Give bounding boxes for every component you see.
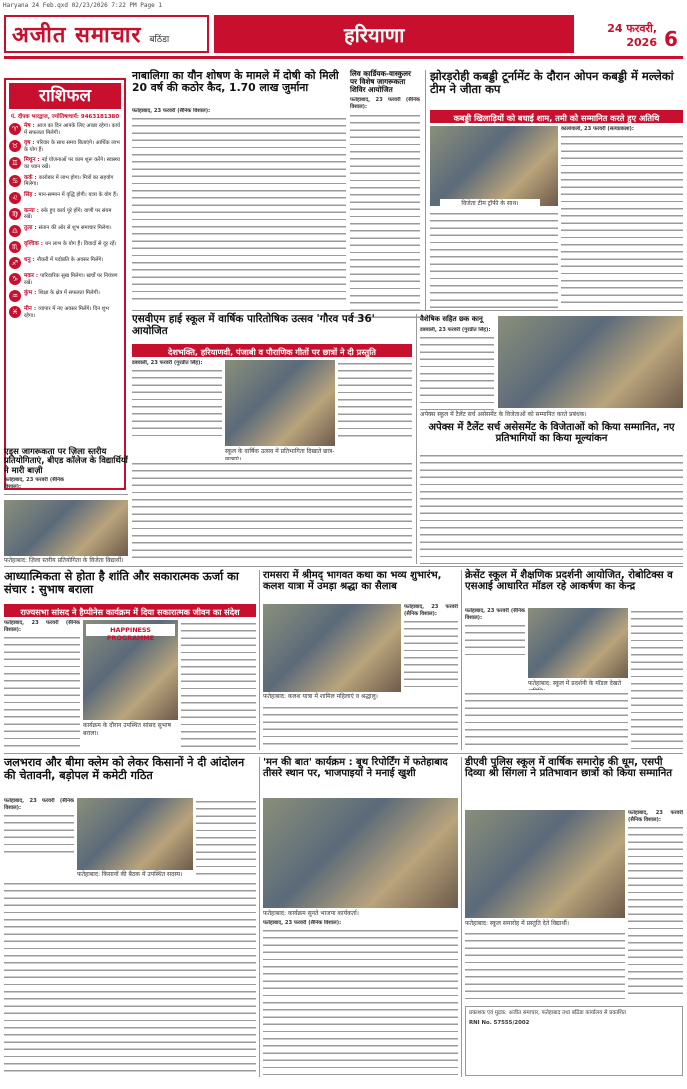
- story-headline: लिव कार्डियक-वास्कुलर पर विशेष जागरूकता शिविर आयोजित: [350, 69, 411, 95]
- zodiac-icon: ♑: [9, 273, 21, 285]
- aids-awareness-photo: [4, 500, 128, 556]
- body-text: [430, 210, 558, 309]
- body-text: [4, 812, 74, 858]
- story-12: [465, 757, 683, 780]
- section-rule: [4, 566, 683, 567]
- kabaddi-team-photo: [430, 126, 558, 206]
- body-text: [338, 360, 412, 440]
- dateline: फतेहाबाद, 23 फरवरी (सैनिक विशाल):: [350, 97, 420, 111]
- story-8: [263, 570, 458, 592]
- body-text: [404, 618, 458, 692]
- farmers-meeting-photo: [77, 798, 193, 870]
- rashifal-entry: [24, 140, 121, 153]
- rashifal-entry: [24, 225, 112, 232]
- photo-caption: फतेहाबाद: कार्यक्रम सुनते भाजपा कार्यकर्ता।: [263, 909, 458, 917]
- story-4-body-a: [132, 360, 222, 440]
- rashifal-entry: [24, 257, 103, 264]
- dateline: फतेहाबाद, 23 फरवरी (सैनिक विशाल):: [404, 604, 458, 618]
- story-headline: झोरड़रोही कबड्डी टूर्नामेंट के दौरान ओपन कबड्डी में मल्लेकां टीम ने जीता कप: [430, 69, 674, 96]
- photo-caption: अपेक्स स्कूल में टैलेंट सर्च असेसमेंट के विजेताओं को सम्मानित करते प्रबंधक।: [420, 410, 683, 418]
- story-4: [132, 314, 412, 337]
- zodiac-icon: ♐: [9, 257, 21, 269]
- body-text: [628, 824, 683, 1000]
- zodiac-prediction: आज का दिन आपके लिए अच्छा रहेगा। कार्य में सफलता मिलेगी।: [24, 123, 121, 136]
- zodiac-name: कुंभ :: [24, 290, 37, 297]
- column-rule: [461, 570, 462, 750]
- story-8-body-b: [263, 704, 458, 750]
- story-7-body-a: [4, 620, 80, 750]
- section-rule: [4, 753, 683, 754]
- dateline: फतेहाबाद, 23 फरवरी (सैनिक विशाल):: [4, 477, 64, 491]
- story-headline: आध्यात्मिकता से होता है शांति और सकारात्मक ऊर्जा का संचार : सुभाष बराला: [4, 569, 239, 596]
- photo-caption: फतेहाबाद: ज़िला स्तरीय प्रतियोगिता के विजेता विद्यार्थी।: [4, 556, 128, 564]
- story-10-body-c: [4, 880, 256, 1076]
- body-text: [132, 115, 346, 305]
- dav-school-function-photo: [465, 810, 625, 918]
- story-4-body-b: [338, 360, 412, 440]
- zodiac-icon: ♉: [9, 140, 21, 152]
- rashifal-entry: [24, 208, 121, 221]
- rashifal-entry: [24, 192, 118, 199]
- rashifal-item: [9, 257, 121, 269]
- rashifal-entry: [24, 175, 121, 188]
- story-9-body-a: [465, 608, 525, 658]
- zodiac-prediction: शिक्षा के क्षेत्र में सफलता मिलेगी।: [38, 290, 100, 297]
- zodiac-prediction: मान-सम्मान में वृद्धि होगी। यात्रा के योग हैं।: [38, 191, 118, 198]
- rashifal-item: [9, 140, 121, 153]
- rashifal-title: राशिफल: [9, 83, 121, 109]
- story-5-kicker-box: [420, 316, 494, 413]
- body-text: [420, 452, 683, 564]
- zodiac-name: मीन :: [24, 306, 37, 313]
- story-3: [430, 70, 683, 96]
- annual-function-photo: [225, 360, 335, 446]
- column-rule: [425, 70, 426, 310]
- story-headline: अपेक्स में टैलेंट सर्च असेसमेंट के विजेताओं को किया सम्मानित, नए प्रतिभागियों का किया मूल्यांकन: [428, 422, 675, 445]
- rashifal-item: [9, 290, 121, 302]
- dateline: फतेहाबाद, 23 फरवरी (सैनिक विशाल):: [628, 810, 683, 824]
- photo-caption: फतेहाबाद: स्कूल समारोह में प्रस्तुति देते विद्यार्थी।: [465, 919, 625, 927]
- body-text: [4, 634, 80, 750]
- body-text: [181, 620, 256, 750]
- rashifal-item: [9, 241, 121, 253]
- photo-caption: फतेहाबाद: स्कूल में प्रदर्शनी के मॉडल देखते: [528, 679, 628, 695]
- story-8-body-a: [404, 604, 458, 692]
- body-text: [631, 608, 683, 750]
- zodiac-prediction: नौकरी में पदोन्नति के अवसर मिलेंगे।: [36, 256, 104, 263]
- dateline: फतेहाबाद, 23 फरवरी (सैनिक विशाल):: [4, 620, 80, 634]
- story-headline: एसवीएम हाई स्कूल में वार्षिक पारितोषिक उत्सव 'गौरव पर्व 36' आयोजित: [132, 313, 375, 337]
- exhibition-photo: [528, 608, 628, 678]
- rashifal-item: [9, 273, 121, 286]
- body-text: [465, 930, 625, 1002]
- rashifal-item: [9, 123, 121, 136]
- story-12-body-b: [465, 930, 625, 1002]
- story-10: [4, 757, 256, 782]
- rashifal-entry: [24, 273, 121, 286]
- body-text: [196, 798, 256, 888]
- story-4-subhead: देशभक्ति, हरियाणवी, पंजाबी व पौराणिक गीतों पर छात्रों ने दी प्रस्तुति: [132, 344, 412, 357]
- body-text: [263, 927, 458, 1075]
- story-2-body: [350, 97, 420, 319]
- photo-caption: स्कूल के वार्षिक उत्सव में प्रतिभागिता दिखाते छात्र-: [225, 447, 335, 463]
- zodiac-icon: ♋: [9, 175, 21, 187]
- dateline: डबवाली, 23 फरवरी (गुरप्रीत सिंह):: [420, 326, 491, 333]
- rashifal-list: [9, 123, 121, 319]
- story-6-dateline-box: [4, 477, 64, 499]
- rashifal-entry: [24, 241, 117, 248]
- column-rule: [416, 314, 417, 564]
- story-kicker: वैशेषिक सहित छक कानू: [420, 315, 483, 323]
- zodiac-icon: ♒: [9, 290, 21, 302]
- print-slug: Haryana 24 Feb.qxd 02/23/2026 7:22 PM Page 1: [3, 2, 162, 9]
- newspaper-logo: [4, 15, 209, 53]
- zodiac-prediction: संतान की ओर से शुभ समाचार मिलेगा।: [38, 224, 112, 231]
- rashifal-entry: [24, 157, 121, 170]
- photo-banner-text: HAPPINESS PROGRAMME: [86, 624, 175, 636]
- masthead: [4, 13, 683, 59]
- logo-text: अजीत समाचार: [12, 22, 142, 48]
- body-text: [561, 133, 683, 308]
- zodiac-prediction: कारोबार में लाभ होगा। मित्रों का सहयोग मिलेगा।: [24, 174, 114, 188]
- body-text: [465, 622, 525, 658]
- rni-number: RNI No. 57555/2002: [469, 1020, 530, 1026]
- zodiac-name: मकर :: [24, 272, 39, 279]
- story-headline: क्रेसेंट स्कूल में शैक्षणिक प्रदर्शनी आयोजित, रोबोटिक्स व एसआई आधारित मॉडल रहे आकर्षण का केन्द्र: [465, 570, 673, 593]
- column-rule: [259, 757, 260, 1077]
- story-5-body: [420, 452, 683, 564]
- zodiac-icon: ♏: [9, 241, 21, 253]
- issue-date: 24 फरवरी, 2026: [607, 22, 657, 49]
- rashifal-item: [9, 157, 121, 170]
- zodiac-prediction: व्यापार में नए अवसर मिलेंगे। दिन शुभ रहेगा।: [24, 306, 109, 319]
- zodiac-name: वृश्चिक :: [24, 240, 43, 247]
- zodiac-name: वृष :: [24, 140, 35, 147]
- zodiac-prediction: धन लाभ के योग हैं। विवादों से दूर रहें।: [44, 240, 117, 247]
- story-9-body-c: [465, 690, 628, 750]
- zodiac-icon: ♈: [9, 123, 21, 135]
- story-7-body-b: [181, 620, 256, 750]
- section-title: हरियाणा: [214, 15, 574, 53]
- story-10-body-b: [196, 798, 256, 888]
- story-7-subhead: राज्यसभा सांसद ने हैप्पीनेस कार्यक्रम में दिया सकारात्मक जीवन का संदेश: [4, 604, 256, 617]
- story-6: [4, 447, 128, 475]
- story-3-subhead: कबड्डी खिलाड़ियों को बधाई शाम, तमी को सम्मानित करते हुए अतिथि: [430, 110, 683, 123]
- imprint-box: [465, 1006, 683, 1076]
- body-text: [132, 367, 222, 439]
- zodiac-name: मेष :: [24, 123, 35, 129]
- body-text: [4, 880, 256, 1076]
- photo-caption: विजेता टीम ट्रॉफी के साथ।: [440, 199, 540, 207]
- story-2: [350, 70, 420, 319]
- story-9: [465, 570, 683, 593]
- dateline: डबवाली, 23 फरवरी (गुरप्रीत सिंह):: [132, 360, 203, 366]
- zodiac-prediction: पारिवारिक सुख मिलेगा। खर्चों पर नियंत्रण रखें।: [24, 272, 118, 286]
- rashifal-astrologer: पं. दीपक भारद्वाज, ज्योतिषाचार्य: 9463181380: [10, 114, 120, 120]
- story-5-intro: [420, 327, 494, 413]
- rashifal-item: [9, 175, 121, 188]
- rashifal-entry: [24, 123, 121, 136]
- story-10-body-a: [4, 798, 74, 858]
- zodiac-icon: ♓: [9, 306, 21, 318]
- story-9-body-b: [631, 608, 683, 750]
- zodiac-prediction: परिवार के साथ समय बिताएंगे। आर्थिक लाभ के योग हैं।: [24, 140, 120, 153]
- story-headline: नाबालिगा का यौन शोषण के मामले में दोषी को मिली 20 वर्ष की कठोर कैद, 1.70 लाख जुर्माना: [132, 69, 339, 95]
- story-headline: रामसरा में श्रीमद् भागवत कथा का भव्य शुभारंभ, कलश यात्रा में उमड़ा श्रद्धा का सैलाब: [263, 570, 442, 593]
- body-text: [420, 334, 494, 412]
- photo-caption: कार्यक्रम के दौरान उपस्थित सांसद सुभाष बराला।: [83, 721, 178, 737]
- rashifal-entry: [24, 306, 121, 319]
- rashifal-item: [9, 208, 121, 221]
- story-headline: एड्स जागरूकता पर ज़िला स्तरीय प्रतियोगिताएं, बीएड कॉलेज के विद्यार्थियों ने मारी बाज़ी: [4, 446, 128, 475]
- story-4-body-c: [132, 460, 412, 564]
- rashifal-item: [9, 225, 121, 237]
- story-11-body: [263, 920, 458, 1076]
- story-3-body-cont: [430, 210, 558, 309]
- zodiac-icon: ♌: [9, 192, 21, 204]
- zodiac-icon: ♊: [9, 157, 21, 169]
- story-3-body: [561, 126, 683, 309]
- dateline: फतेहाबाद, 23 फरवरी (सैनिक विशाल):: [4, 798, 74, 812]
- rashifal-item: [9, 192, 121, 204]
- zodiac-name: कन्या :: [24, 207, 39, 214]
- rashifal-item: [9, 306, 121, 319]
- dateline: फतेहाबाद, 23 फरवरी (सैनिक विशाल):: [465, 608, 525, 622]
- award-ceremony-photo: [498, 316, 683, 408]
- zodiac-name: धनु :: [24, 256, 35, 263]
- kalash-yatra-photo: [263, 604, 401, 692]
- body-text: [465, 690, 628, 750]
- zodiac-prediction: रुके हुए कार्य पूरे होंगे। वाणी पर संयम रखें।: [24, 207, 112, 221]
- column-rule: [259, 570, 260, 750]
- zodiac-name: तुला :: [24, 224, 37, 231]
- rashifal-entry: [24, 290, 100, 297]
- zodiac-prediction: नई योजनाओं पर काम शुरू करेंगे। स्वास्थ्य का ध्यान रखें।: [24, 157, 120, 170]
- edition-label: बठिंडा: [149, 34, 170, 45]
- body-text: [132, 460, 412, 564]
- rashifal-box: [4, 78, 126, 490]
- zodiac-name: सिंह :: [24, 191, 37, 198]
- zodiac-icon: ♍: [9, 208, 21, 220]
- story-12-body-a: [628, 810, 683, 1002]
- story-7: [4, 570, 256, 596]
- photo-caption: फतेहाबाद: किसानों की बैठक में उपस्थित सदस्य।: [77, 870, 193, 878]
- story-5: [420, 422, 683, 444]
- story-headline: जलभराव और बीमा क्लेम को लेकर किसानों ने दी आंदोलन की चेतावनी, बड़ोपल में कमेटी गठित: [4, 756, 245, 782]
- zodiac-icon: ♎: [9, 225, 21, 237]
- body-text: [350, 112, 420, 320]
- story-1-body: [132, 108, 346, 306]
- section-rule: [132, 310, 683, 311]
- imprint-text: प्रकाशक एवं मुद्रक: अजीत समाचार, फतेहाबाद तथा बठिंडा कार्यालय से प्रकाशित: [469, 1010, 626, 1016]
- story-1: [132, 70, 346, 94]
- photo-caption: फतेहाबाद: कलश यात्रा में शामिल महिलाएं व श्रद्धालु।: [263, 692, 401, 700]
- dateline: फतेहाबाद, 23 फरवरी (सैनिक विशाल):: [263, 920, 342, 926]
- column-rule: [461, 757, 462, 1077]
- zodiac-name: कर्क :: [24, 174, 37, 181]
- mann-ki-baat-photo: [263, 798, 458, 908]
- body-text: [263, 704, 458, 750]
- dateline: फतेहाबाद, 23 फरवरी (सैनिक विशाल):: [132, 108, 211, 114]
- story-headline: डीएवी पुलिस स्कूल में वार्षिक समारोह की धूम, एसपी दिव्या श्री सिंगला ने प्रतिभावान छात्रों को किया सम्मानित: [465, 757, 673, 780]
- story-headline: 'मन की बात' कार्यक्रम : बूथ रिपोर्टिंग में फतेहाबाद तीसरे स्थान पर, भाजपाइयों ने मनाई खुशी: [263, 757, 448, 780]
- story-11: [263, 757, 458, 779]
- zodiac-name: मिथुन :: [24, 157, 40, 164]
- page-number: 6: [664, 27, 678, 51]
- dateline: कालांवाली, 23 फरवरी (सत्यप्रकाश):: [561, 126, 634, 132]
